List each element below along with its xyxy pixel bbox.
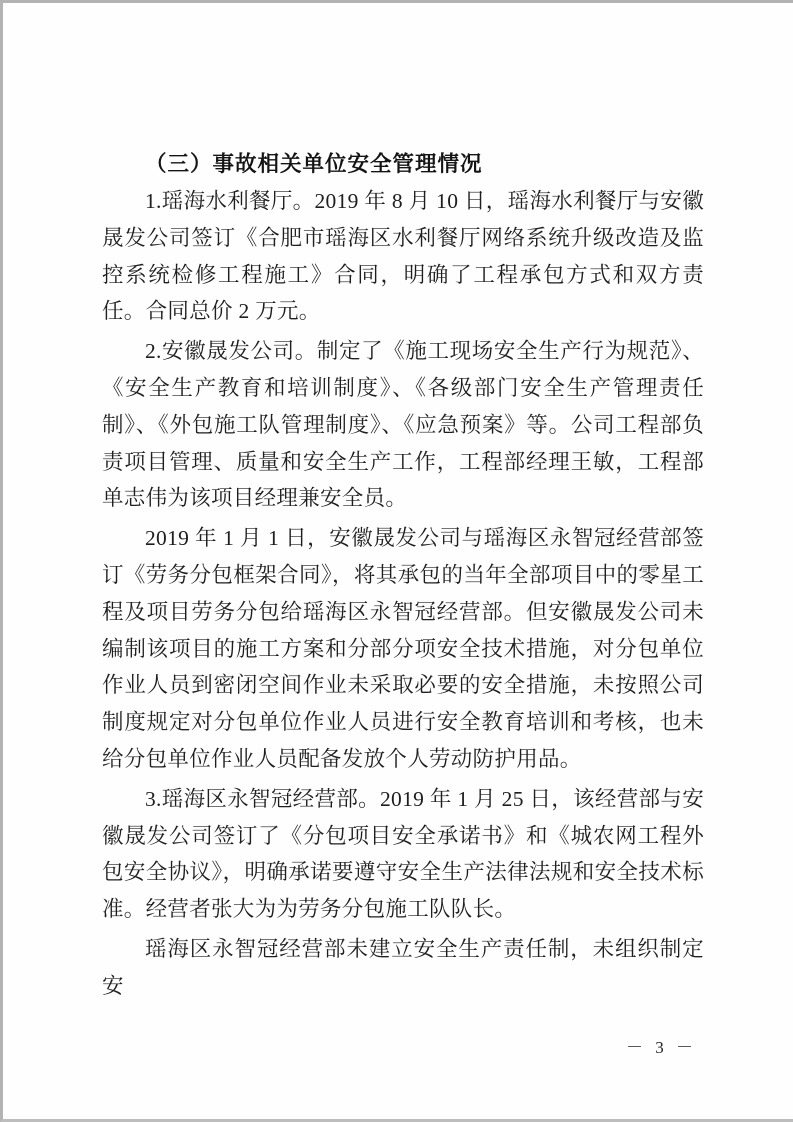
paragraph: 3.瑶海区永智冠经营部。2019 年 1 月 25 日，该经营部与安徽晟发公司签订了《分包项目安全承诺书》和《城农网工程外包安全协议》，明确承诺要遵守安全生产法律法规和安全技术标准。经营者张大为为劳务分包施工队队长。 (102, 786, 704, 922)
paragraph: 2019 年 1 月 1 日，安徽晟发公司与瑶海区永智冠经营部签订《劳务分包框架合同》，将其承包的当年全部项目中的零星工程及项目劳务分包给瑶海区永智冠经营部。但安徽晟发公司未编制该项目的施工方案和分部分项安全技术措施，对分包单位作业人员到密闭空间作业未采取必要的安全措施，未按照公司制度规定对分包单位作业人员进行安全教育培训和考核，也未给分包单位作业人员配备发放个人劳动防护用品。 (102, 526, 704, 771)
paragraph: 2.安徽晟发公司。制定了《施工现场安全生产行为规范》、《安全生产教育和培训制度》、《各级部门安全生产管理责任制》、《外包施工队管理制度》、《应急预案》等。公司工程部负责项目管理、质量和安全生产工作，工程部经理王敏，工程部单志伟为该项目经理兼安全员。 (102, 339, 704, 511)
paragraph: 瑶海区永智冠经营部未建立安全生产责任制，未组织制定安 (102, 936, 704, 998)
paragraph: 1.瑶海水利餐厅。2019 年 8 月 10 日，瑶海水利餐厅与安徽晟发公司签订《合肥市瑶海区水利餐厅网络系统升级改造及监控系统检修工程施工》合同，明确了工程承包方式和双方责任。合同总价 2 万元。 (102, 189, 704, 324)
page-number: － 3 － (626, 1038, 697, 1057)
paragraph-block (102, 183, 704, 1005)
document-body (102, 146, 704, 1005)
section-heading: （三）事故相关单位安全管理情况 (145, 152, 483, 176)
